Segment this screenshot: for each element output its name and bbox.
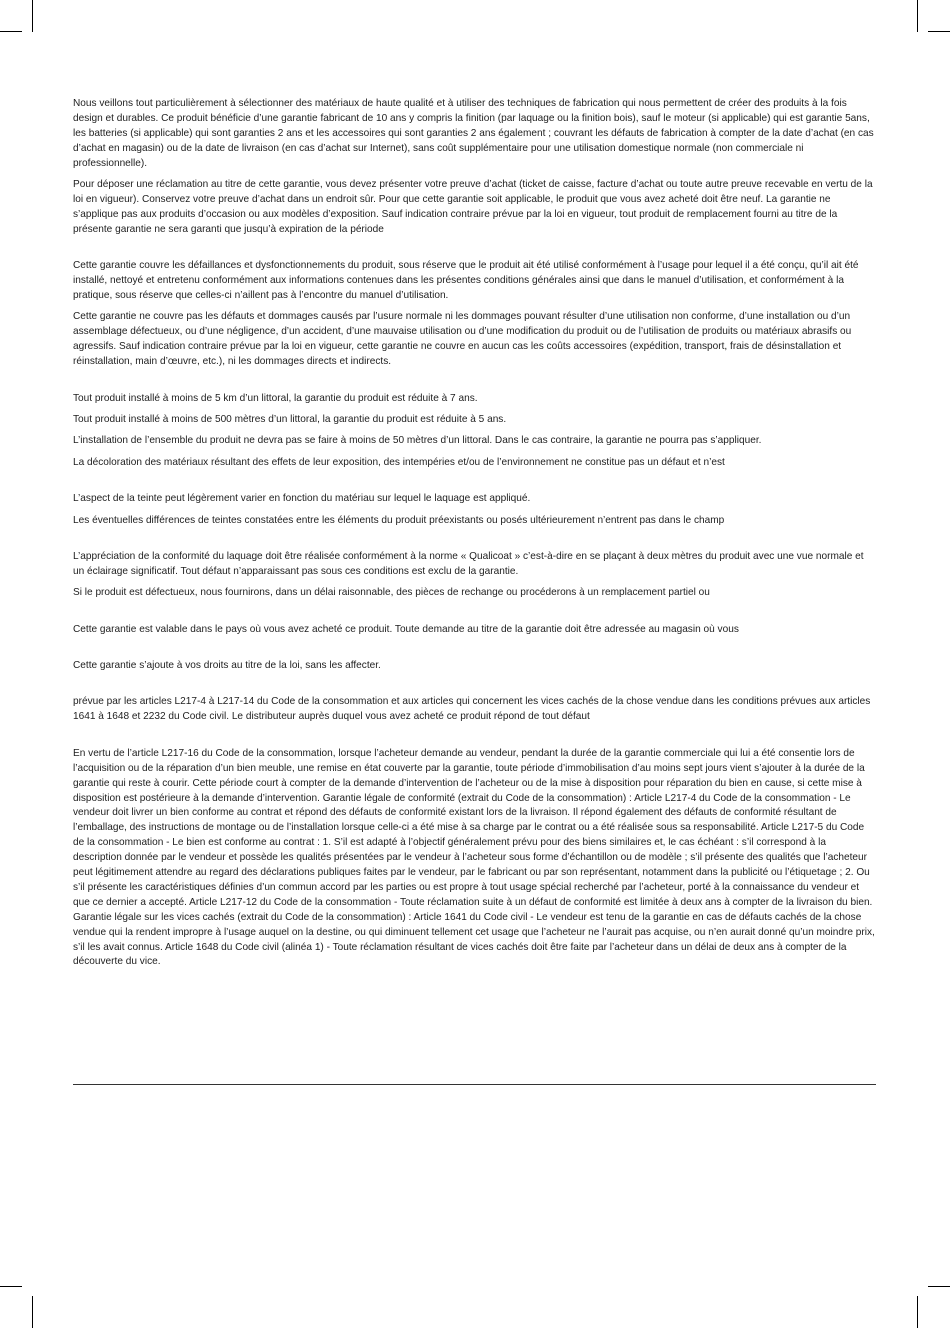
crop-mark-top-left-horizontal xyxy=(0,31,22,32)
paragraph-country-validity: Cette garantie est valable dans le pays où vous avez acheté ce produit. Toute demande au titre de la garantie doit être adressée au magasin où vous xyxy=(73,623,739,635)
crop-mark-bottom-right-vertical xyxy=(917,1296,918,1328)
paragraph-defective-product: Si le produit est défectueux, nous fournirons, dans un délai raisonnable, des pièces de rechange ou procéderons à un remplacement partiel ou xyxy=(73,587,710,599)
paragraph-tint-differences: Les éventuelles différences de teintes constatées entre les éléments du produit préexistants ou posés ultérieurement n’entrent pas dans le champ xyxy=(73,514,725,526)
paragraph-tint-aspect: L’aspect de la teinte peut légèrement varier en fonction du matériau sur lequel le laquage est appliqué. xyxy=(73,493,531,505)
paragraph-legal-rights: Cette garantie s’ajoute à vos droits au titre de la loi, sans les affecter. xyxy=(73,660,381,672)
paragraph-warranty-intro: Nous veillons tout particulièrement à sélectionner des matériaux de haute qualité et à utiliser des techniques de fabrication qui nous permettent de créer des produits à la fois design et durables. Ce produit bénéficie d’une garantie fabricant de 10 ans y compris la finition (par laquage ou la finition bois), sauf le moteur (si applicable) qui est garantie 5ans, les batteries (si applicable) qui sont garanties 2 ans et les accessoires qui sont garanties 2 ans également ; couvrant les défauts de fabrication à compter de la date d’achat (en cas d’achat en magasin) ou de la date de livraison (en cas d’achat sur Internet), sans coût supplémentaire pour une utilisation domestique normale (non commerciale ni professionnelle). xyxy=(73,98,874,169)
paragraph-claim-procedure: Pour déposer une réclamation au titre de cette garantie, vous devez présenter votre preuve d’achat (ticket de caisse, facture d’achat ou toute autre preuve recevable en vertu de la loi en vigueur). Conservez votre preuve d’achat dans un endroit sûr. Pour que cette garantie soit applicable, le produit que vous avez acheté doit être neuf. La garantie ne s’applique pas aux produits d’occasion ou aux modèles d’exposition. Sauf indication contraire prévue par la loi en vigueur, tout produit de remplacement fourni au titre de la présente garantie ne sera garanti que jusqu’à expiration de la période xyxy=(73,179,873,235)
paragraph-coast-5km: Tout produit installé à moins de 5 km d’un littoral, la garantie du produit est réduite à 7 ans. xyxy=(73,392,478,404)
paragraph-exclusions: Cette garantie ne couvre pas les défauts et dommages causés par l’usure normale ni les dommages pouvant résulter d’une utilisation non conforme, d’une installation ou d’un assemblage défectueux, ou d’une négligence, d’un accident, d’une mauvaise utilisation ou d’une modification du produit ou de l’utilisation de produits ou matériaux abrasifs ou agressifs. Sauf indication contraire prévue par la loi en vigueur, cette garantie ne couvre en aucun cas les coûts accessoires (expédition, transport, frais de désinstallation et réinstallation, main d’œuvre, etc.), ni les dommages directs et indirects. xyxy=(73,311,852,368)
paragraph-discoloration: La décoloration des matériaux résultant des effets de leur exposition, des intempéries et/ou de l’environnement ne constitue pas un défaut et n’est xyxy=(73,456,725,468)
paragraph-coast-50m: L’installation de l’ensemble du produit ne devra pas se faire à moins de 50 mètres d’un littoral. Dans le cas contraire, la garantie ne pourra pas s’appliquer. xyxy=(73,435,762,447)
crop-mark-bottom-left-vertical xyxy=(32,1296,33,1328)
footer-divider xyxy=(73,1084,876,1085)
crop-mark-bottom-right-horizontal xyxy=(928,1286,950,1287)
crop-mark-top-right-horizontal xyxy=(928,31,950,32)
paragraph-coverage: Cette garantie couvre les défaillances et dysfonctionnements du produit, sous réserve que le produit ait été utilisé conformément à l’usage pour lequel il a été conçu, qu’il ait été installé, nettoyé et entretenu conformément aux informations contenues dans les présentes conditions générales ainsi que dans le manuel d’utilisation, et conformément à la pratique, sous réserve que celles-ci n’aillent pas à l’encontre du manuel d’utilisation. xyxy=(73,260,859,301)
warranty-text xyxy=(73,97,877,977)
paragraph-legal-articles: prévue par les articles L217-4 à L217-14 du Code de la consommation et aux articles qui concernent les vices cachés de la chose vendue dans les conditions prévues aux articles 1641 à 1648 et 2232 du Code civil. Le distributeur auprès duquel vous avez acheté ce produit répond de tout défaut xyxy=(73,696,871,723)
crop-mark-top-right-vertical xyxy=(917,0,918,32)
paragraph-legal-extracts: En vertu de l’article L217-16 du Code de la consommation, lorsque l’acheteur demande au vendeur, pendant la durée de la garantie commerciale qui lui a été consentie lors de l’acquisition ou de la réparation d’un bien meuble, une remise en état couverte par la garantie, toute période d’immobilisation d’au moins sept jours vient s’ajouter à la durée de la garantie qui reste à courir. Cette période court à compter de la demande d’intervention de l’acheteur ou de la mise à disposition pour réparation du bien en cause, si cette mise à disposition est postérieure à la demande d’intervention. Garantie légale de conformité (extrait du Code de la consommation) : Article L217-4 du Code de la consommation - Le vendeur doit livrer un bien conforme au contrat et répond des défauts de conformité existant lors de la livraison. Il répond également des défauts de conformité résultant de l’emballage, des instructions de montage ou de l’installation lorsque celle-ci a été mise à sa charge par le contrat ou a été réalisée sous sa responsabilité. Article L217-5 du Code de la consommation - Le bien est conforme au contrat : 1. S’il est adapté à l’objectif généralement prévu pour des biens similaires et, le cas échéant : s’il correspond à la description donnée par le vendeur et possède les qualités présentées par le vendeur à l’acheteur sous forme d’échantillon ou de modèle ; s’il présente des qualités que l’acheteur peut légitimement attendre au regard des déclarations publiques faites par le vendeur, par le fabricant ou par son représentant, notamment dans la publicité ou l’étiquetage ; 2. Ou s’il présente les caractéristiques définies d’un commun accord par les parties ou est propre à tout usage spécial recherché par l’acheteur, porté à la connaissance du vendeur et que ce dernier a accepté. Article L217-12 du Code de la consommation - Toute réclamation suite à un défaut de conformité est limitée à deux ans à compter de la livraison du bien. Garantie légale sur les vices cachés (extrait du Code de la consommation) : Article 1641 du Code civil - Le vendeur est tenu de la garantie en cas de défauts cachés de la chose vendue qui la rendent impropre à l’usage auquel on la destine, ou qui diminuent tellement cet usage que l’acheteur ne l’aurait pas acquise, ou n’en aurait donné qu’un moindre prix, s’il les avait connus. Article 1648 du Code civil (alinéa 1) - Toute réclamation résultant de vices cachés doit être faite par l’acheteur dans un délai de deux ans à compter de la découverte du vice. xyxy=(73,747,875,968)
paragraph-coast-500m: Tout produit installé à moins de 500 mètres d’un littoral, la garantie du produit est réduite à 5 ans. xyxy=(73,413,507,425)
crop-mark-top-left-vertical xyxy=(32,0,33,32)
crop-mark-bottom-left-horizontal xyxy=(0,1286,22,1287)
paragraph-qualicoat: L’appréciation de la conformité du laquage doit être réalisée conformément à la norme « Qualicoat » c’est-à-dire en se plaçant à deux mètres du produit avec une vue normale et un éclairage significatif. Tout défaut n’apparaissant pas sous ces conditions est exclu de la garantie. xyxy=(73,550,864,577)
